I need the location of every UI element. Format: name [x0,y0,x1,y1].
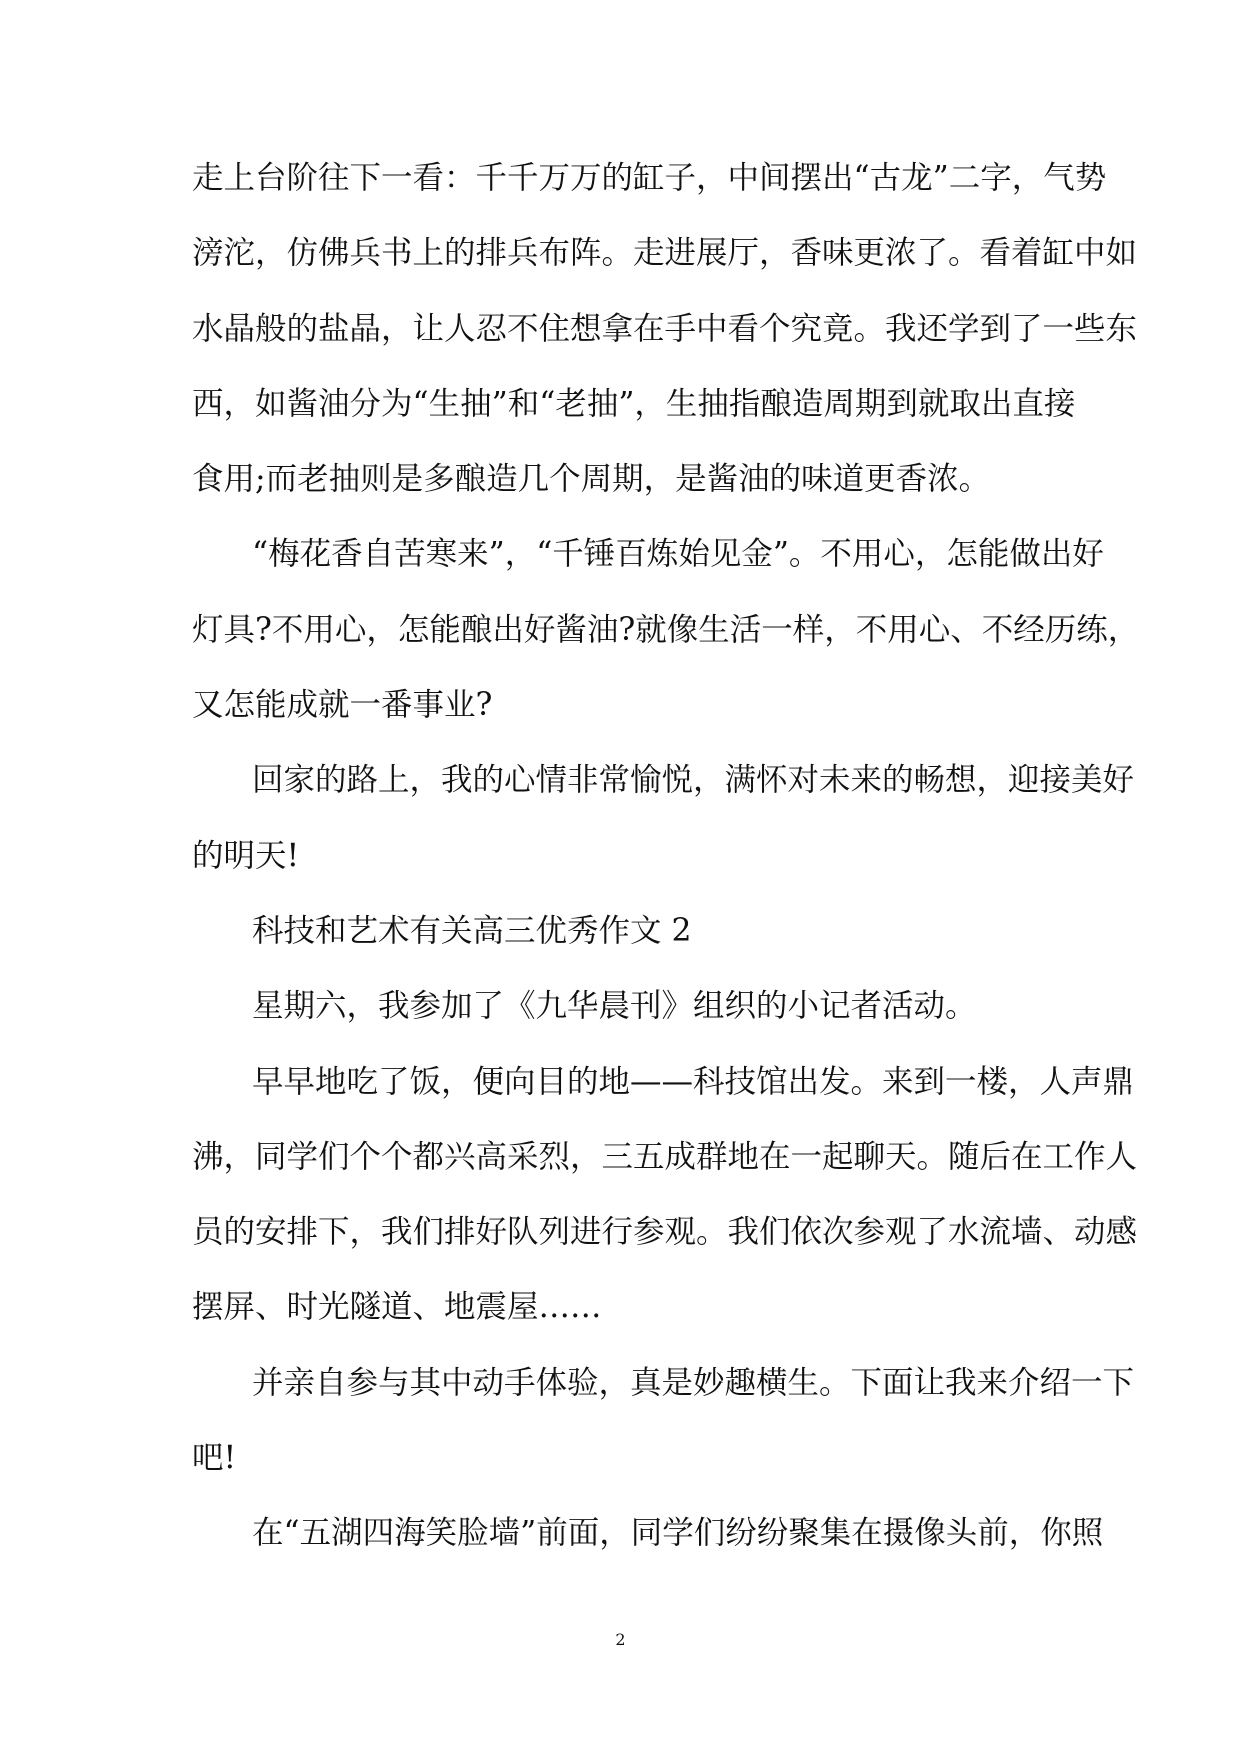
paragraph-start-line: 早早地吃了饭，便向目的地——科技馆出发。来到一楼，人声鼎 [252,1063,1135,1100]
text-line: 摆屏、时光隧道、地震屋…… [192,1289,602,1326]
text-line: 走上台阶往下一看：千千万万的缸子，中间摆出“古龙”二字，气势 [192,160,1107,196]
text-line: 员的安排下，我们排好队列进行参观。我们依次参观了水流墙、动感 [192,1214,1138,1251]
text-line: 滂沱，仿佛兵书上的排兵布阵。走进展厅，香味更浓了。看着缸中如 [192,235,1138,272]
text-line: 西，如酱油分为“生抽”和“老抽”，生抽指酿造周期到就取出直接 [192,385,1076,422]
paragraph-start-line: 并亲自参与其中动手体验，真是妙趣横生。下面让我来介绍一下 [252,1364,1135,1401]
paragraph-start-line: 回家的路上，我的心情非常愉悦，满怀对未来的畅想，迎接美好 [252,762,1135,799]
text-line: 沸，同学们个个都兴高采烈，三五成群地在一起聊天。随后在工作人 [192,1138,1138,1175]
paragraph-start-line: 在“五湖四海笑脸墙”前面，同学们纷纷聚集在摄像头前，你照 [252,1515,1104,1552]
text-line: 食用;而老抽则是多酿造几个周期，是酱油的味道更香浓。 [192,461,991,498]
text-line: 水晶般的盐晶，让人忍不住想拿在手中看个究竟。我还学到了一些东 [192,310,1138,347]
text-line: 的明天! [192,837,300,874]
text-line: 又怎能成就一番事业? [192,687,493,724]
text-line: 灯具?不用心，怎能酿出好酱油?就像生活一样，不用心、不经历练， [192,611,1140,648]
article-body [192,141,1140,1572]
paragraph-start-line: 星期六，我参加了《九华晨刊》组织的小记者活动。 [252,988,977,1025]
section-heading: 科技和艺术有关高三优秀作文 2 [252,912,692,949]
text-line: 吧! [192,1440,237,1477]
page-number: 2 [615,1630,626,1649]
paragraph-start-line: “梅花香自苦寒来”，“千锤百炼始见金”。不用心，怎能做出好 [252,536,1104,573]
